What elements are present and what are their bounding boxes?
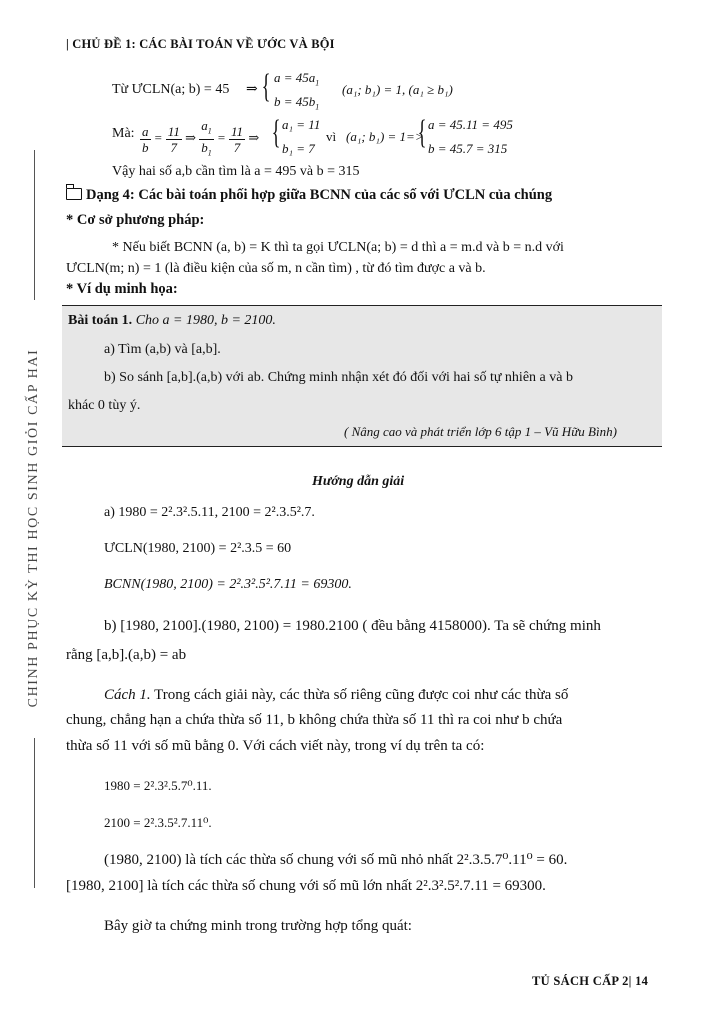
sidebar-divider-bottom	[34, 738, 35, 888]
chapter-header: | CHỦ ĐỀ 1: CÁC BÀI TOÁN VỀ ƯỚC VÀ BỘI	[66, 37, 335, 51]
system1-line-b: $b = 45b_1$	[274, 94, 320, 112]
equation-2100: 2100 = 2².3.5².7.11⁰.	[104, 815, 212, 830]
solution-part-b-line-2: rằng [a,b].(a,b) = ab	[66, 647, 187, 663]
solution-part-b-line-1: b) [1980, 2100].(1980, 2100) = 1980.2100 ( đều bằng 4158000). Ta sẽ chứng minh	[104, 618, 601, 634]
problem-part-b-line-2: khác 0 tùy ý.	[68, 398, 141, 413]
implies-arrow: ⇒	[246, 82, 258, 97]
problem-part-b-line-1: b) So sánh [a,b].(a,b) với ab. Chứng minh nhận xét đó đối với hai số tự nhiên a và b	[104, 370, 573, 385]
system3-line-a: a = 45.11 = 495	[428, 117, 513, 132]
system2-line-b: b₁ = 7	[282, 141, 315, 156]
equation-1980: 1980 = 2².3².5.7⁰.11.	[104, 778, 212, 793]
method-1-line-1: Cách 1. Trong cách giải này, các thừa số riêng cũng được coi như các thừa số	[104, 687, 569, 703]
section-title: Dạng 4: Các bài toán phối hợp giữa BCNN của các số với ƯCLN của chúng	[66, 187, 552, 204]
vi-word: vì	[326, 129, 337, 144]
method-label: * Cơ sở phương pháp:	[66, 212, 205, 228]
lcm-explanation: [1980, 2100] là tích các thừa số chung với số mũ lớn nhất 2².3².5².7.11 = 69300.	[66, 878, 546, 894]
system2-line-a: a₁ = 11	[282, 117, 321, 132]
method-1-line-3: thừa số 11 với số mũ bằng 0. Với cách viết này, trong ví dụ trên ta có:	[66, 738, 485, 754]
solution-factorization: a) 1980 = 2².3².5.11, 2100 = 2².3.5².7.	[104, 505, 315, 520]
ma-label: Mà:	[112, 126, 135, 141]
problem-source: ( Nâng cao và phát triển lớp 6 tập 1 – Vũ Hữu Bình)	[344, 424, 617, 439]
sidebar-series-title: CHINH PHỤC KỲ THI HỌC SINH GIỎI CẤP HAI	[26, 348, 41, 708]
system-brace-1: {	[261, 68, 271, 105]
coprime-condition-1: (a₁; b₁) = 1, (a₁ ≥ b₁)	[342, 82, 453, 97]
example-label: * Ví dụ minh họa:	[66, 281, 178, 297]
gcd-explanation: (1980, 2100) là tích các thừa số chung với số mũ nhỏ nhất 2².3.5.7⁰.11⁰ = 60.	[104, 852, 568, 868]
solution-bcnn: BCNN(1980, 2100) = 2².3².5².7.11 = 69300.	[104, 577, 352, 592]
method-line-2: ƯCLN(m; n) = 1 (là điều kiện của số m, n cần tìm) , từ đó tìm được a và b.	[66, 261, 486, 276]
problem-part-a: a) Tìm (a,b) và [a,b].	[104, 342, 221, 357]
problem-header: Bài toán 1. Cho a = 1980, b = 2100.	[68, 313, 276, 328]
solution-title: Hướng dẫn giải	[312, 474, 405, 489]
folder-open-icon	[66, 188, 82, 200]
fraction-chain: $\frac{a}{b}$ = $\frac{11}{7}$ ⇒ $\frac{a_1}{b_1}$ = $\frac{11}{7}$ ⇒	[142, 118, 260, 158]
system1-line-a: $a = 45a_1$	[274, 70, 320, 88]
method-line-1: * Nếu biết BCNN (a, b) = K thì ta gọi ƯCLN(a; b) = d thì a = m.d và b = n.d với	[112, 240, 564, 255]
sidebar-divider-top	[34, 150, 35, 300]
page-footer: TỦ SÁCH CẤP 2| 14	[532, 974, 649, 988]
system-brace-2: {	[271, 114, 281, 151]
system-brace-3: {	[417, 114, 427, 151]
method-1-line-2: chung, chẳng hạn a chứa thừa số 11, b không chứa thừa số 11 thì ra coi như b chứa	[66, 712, 563, 728]
system3-line-b: b = 45.7 = 315	[428, 141, 508, 156]
solution-ucln: ƯCLN(1980, 2100) = 2².3.5 = 60	[104, 541, 292, 556]
coprime-condition-2: (a₁; b₁) = 1=>	[346, 129, 424, 144]
ucln-statement: Từ ƯCLN(a; b) = 45	[112, 82, 230, 97]
general-case: Bây giờ ta chứng minh trong trường hợp tổng quát:	[104, 918, 412, 934]
intro-conclusion: Vậy hai số a,b cần tìm là a = 495 và b = 315	[112, 164, 360, 179]
